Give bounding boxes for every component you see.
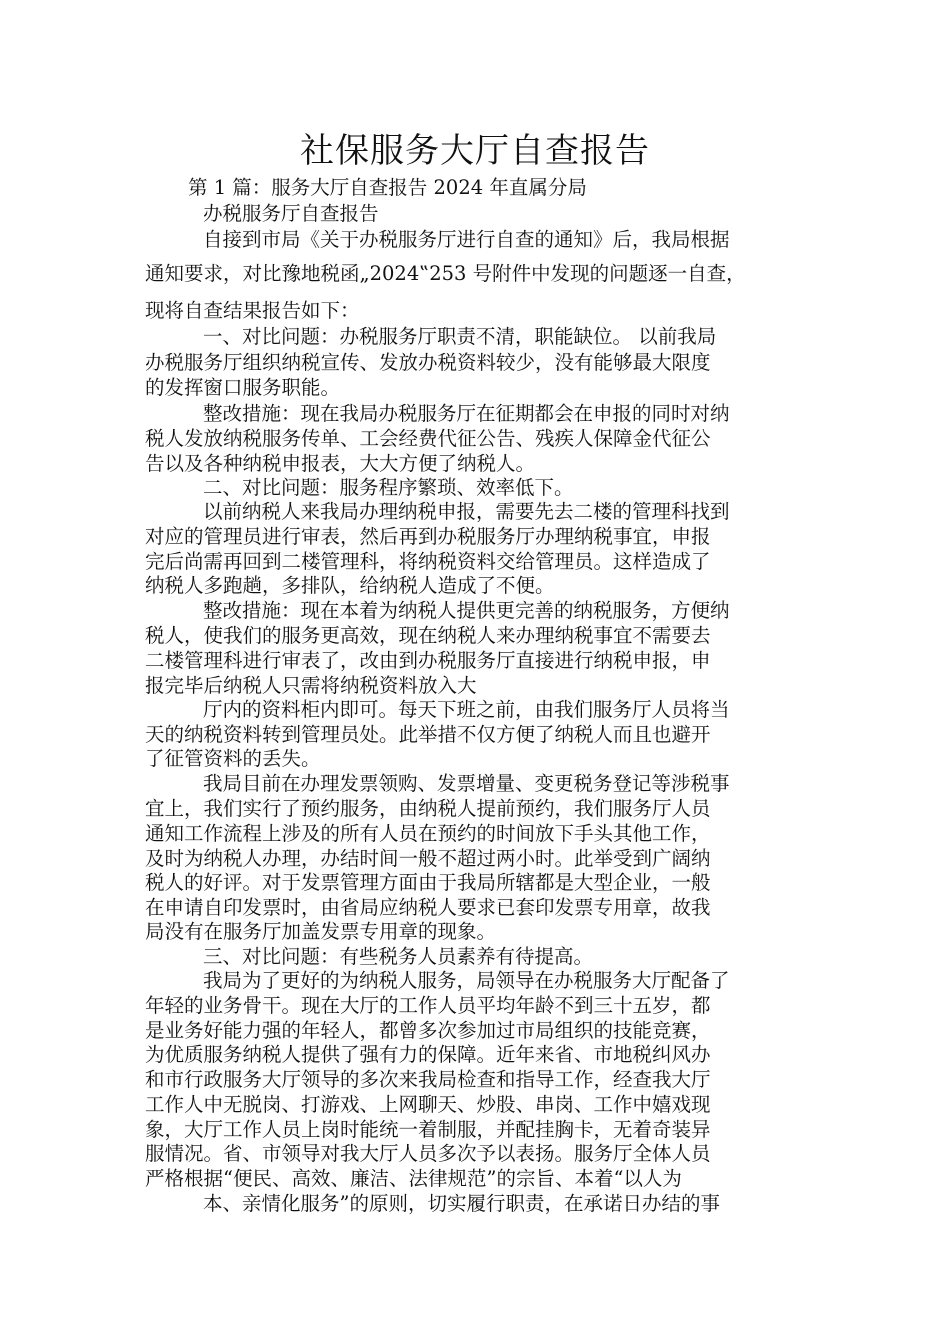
text-line: 象，大厅工作人员上岗时能统一着制服，并配挂胸卡，无着奇装异 bbox=[145, 1118, 711, 1141]
text-line: 本、亲情化服务”的原则，切实履行职责，在承诺日办结的事 bbox=[203, 1192, 720, 1215]
text-line: 局没有在服务厅加盖发票专用章的现象。 bbox=[145, 920, 497, 943]
document-title: 社保服务大厅自查报告 bbox=[300, 131, 650, 171]
text-line: 通知工作流程上涉及的所有人员在预约的时间放下手头其他工作， bbox=[145, 822, 711, 845]
text-line: 整改措施：现在我局办税服务厅在征期都会在申报的同时对纳 bbox=[203, 402, 730, 425]
text-line: 我局为了更好的为纳税人服务，局领导在办税服务大厅配备了 bbox=[203, 969, 730, 992]
text-line: 为优质服务纳税人提供了强有力的保障。近年来省、市地税纠风办 bbox=[145, 1043, 711, 1066]
text-line: 二、对比问题：服务程序繁琐、效率低下。 bbox=[203, 476, 574, 499]
text-line: 第 1 篇：服务大厅自查报告 2024 年直属分局 bbox=[188, 176, 587, 199]
text-line: 税人的好评。对于发票管理方面由于我局所辖都是大型企业，一般 bbox=[145, 871, 711, 894]
text-line: 纳税人多跑趟，多排队，给纳税人造成了不便。 bbox=[145, 574, 555, 597]
text-line: 一、对比问题：办税服务厅职责不清，职能缺位。 以前我局 bbox=[203, 325, 717, 348]
text-line: 在申请自印发票时，由省局应纳税人要求已套印发票专用章，故我 bbox=[145, 896, 711, 919]
text-line: 了征管资料的丢失。 bbox=[145, 747, 321, 770]
text-line: 宜上，我们实行了预约服务，由纳税人提前预约，我们服务厅人员 bbox=[145, 797, 711, 820]
text-line: 年轻的业务骨干。现在大厅的工作人员平均年龄不到三十五岁，都 bbox=[145, 994, 711, 1017]
text-line: 和市行政服务大厅领导的多次来我局检查和指导工作，经查我大厅 bbox=[145, 1068, 711, 1091]
text-line: 通知要求，对比豫地税函„2024‟253 号附件中发现的问题逐一自查， bbox=[145, 262, 746, 285]
text-line: 我局目前在办理发票领购、发票增量、变更税务登记等涉税事 bbox=[203, 772, 730, 795]
text-line: 工作人中无脱岗、打游戏、上网聊天、炒股、串岗、工作中嬉戏现 bbox=[145, 1093, 711, 1116]
text-line: 二楼管理科进行审表了，改由到办税服务厅直接进行纳税申报，申 bbox=[145, 649, 711, 672]
text-line: 天的纳税资料转到管理员处。此举措不仅方便了纳税人而且也避开 bbox=[145, 723, 711, 746]
text-line: 告以及各种纳税申报表，大大方便了纳税人。 bbox=[145, 452, 536, 475]
text-line: 是业务好能力强的年轻人，都曾多次参加过市局组织的技能竞赛， bbox=[145, 1019, 711, 1042]
text-line: 税人发放纳税服务传单、工会经费代征公告、残疾人保障金代征公 bbox=[145, 427, 711, 450]
text-line: 税人，使我们的服务更高效，现在纳税人来办理纳税事宜不需要去 bbox=[145, 624, 711, 647]
text-line: 的发挥窗口服务职能。 bbox=[145, 376, 341, 399]
text-line: 严格根据“便民、高效、廉洁、法律规范”的宗旨、本着“以人为 bbox=[145, 1167, 682, 1190]
text-line: 报完毕后纳税人只需将纳税资料放入大 bbox=[145, 674, 477, 697]
text-line: 自接到市局《关于办税服务厅进行自查的通知》后，我局根据 bbox=[203, 228, 730, 251]
text-line: 对应的管理员进行审表，然后再到办税服务厅办理纳税事宜，申报 bbox=[145, 525, 711, 548]
text-line: 现将自查结果报告如下： bbox=[145, 299, 360, 322]
text-line: 办税服务厅组织纳税宣传、发放办税资料较少，没有能够最大限度 bbox=[145, 351, 711, 374]
text-line: 以前纳税人来我局办理纳税申报，需要先去二楼的管理科找到 bbox=[203, 500, 730, 523]
text-line: 厅内的资料柜内即可。每天下班之前，由我们服务厅人员将当 bbox=[203, 698, 730, 721]
text-line: 服情况。省、市领导对我大厅人员多次予以表扬。服务厅全体人员 bbox=[145, 1142, 711, 1165]
text-line: 完后尚需再回到二楼管理科，将纳税资料交给管理员。这样造成了 bbox=[145, 550, 711, 573]
text-line: 整改措施：现在本着为纳税人提供更完善的纳税服务，方便纳 bbox=[203, 599, 730, 622]
text-line: 及时为纳税人办理，办结时间一般不超过两小时。此举受到广阔纳 bbox=[145, 847, 711, 870]
text-line: 办税服务厅自查报告 bbox=[203, 202, 379, 225]
text-line: 三、对比问题：有些税务人员素养有待提高。 bbox=[203, 945, 594, 968]
